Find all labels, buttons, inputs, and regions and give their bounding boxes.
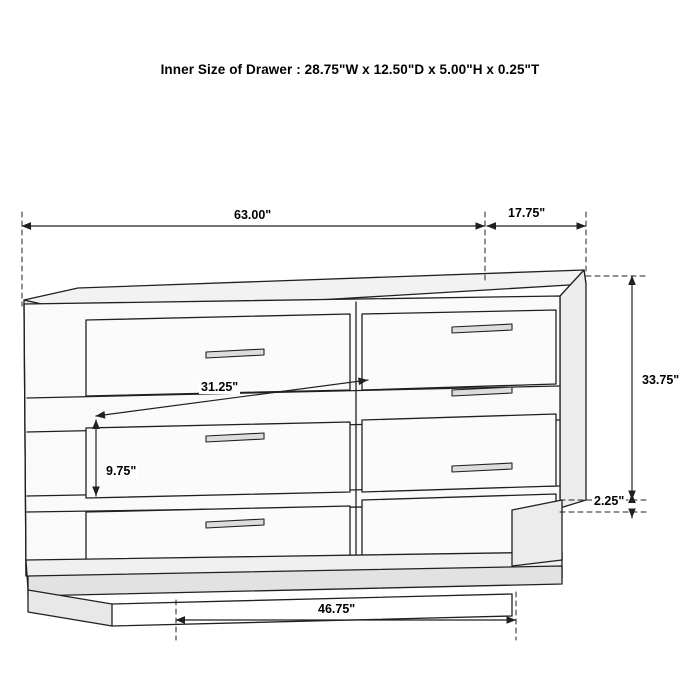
dresser-right-side (560, 270, 586, 508)
dresser-right-foot (512, 500, 562, 566)
base-front-line (112, 594, 512, 604)
dimension-label-overall-height: 33.75" (642, 373, 680, 387)
dimension-label-overall-width: 63.00" (234, 208, 272, 222)
dimension-label-drawer-front-width: 31.25" (201, 380, 239, 394)
drawer-face-mid-left (86, 422, 350, 498)
page-title: Inner Size of Drawer : 28.75"W x 12.50"D x 5.00"H x 0.25"T (160, 62, 540, 77)
base-bottom-line (112, 616, 512, 626)
drawer-face-mid-right (362, 414, 556, 492)
dimension-label-base-clearance: 2.25" (594, 494, 625, 508)
drawer-face-top-right (362, 310, 556, 390)
dimension-label-depth-offset: 17.75" (508, 206, 546, 220)
dimension-label-base-width: 46.75" (318, 602, 356, 616)
dimension-label-drawer-front-height: 9.75" (106, 464, 137, 478)
dresser-body (24, 270, 586, 626)
